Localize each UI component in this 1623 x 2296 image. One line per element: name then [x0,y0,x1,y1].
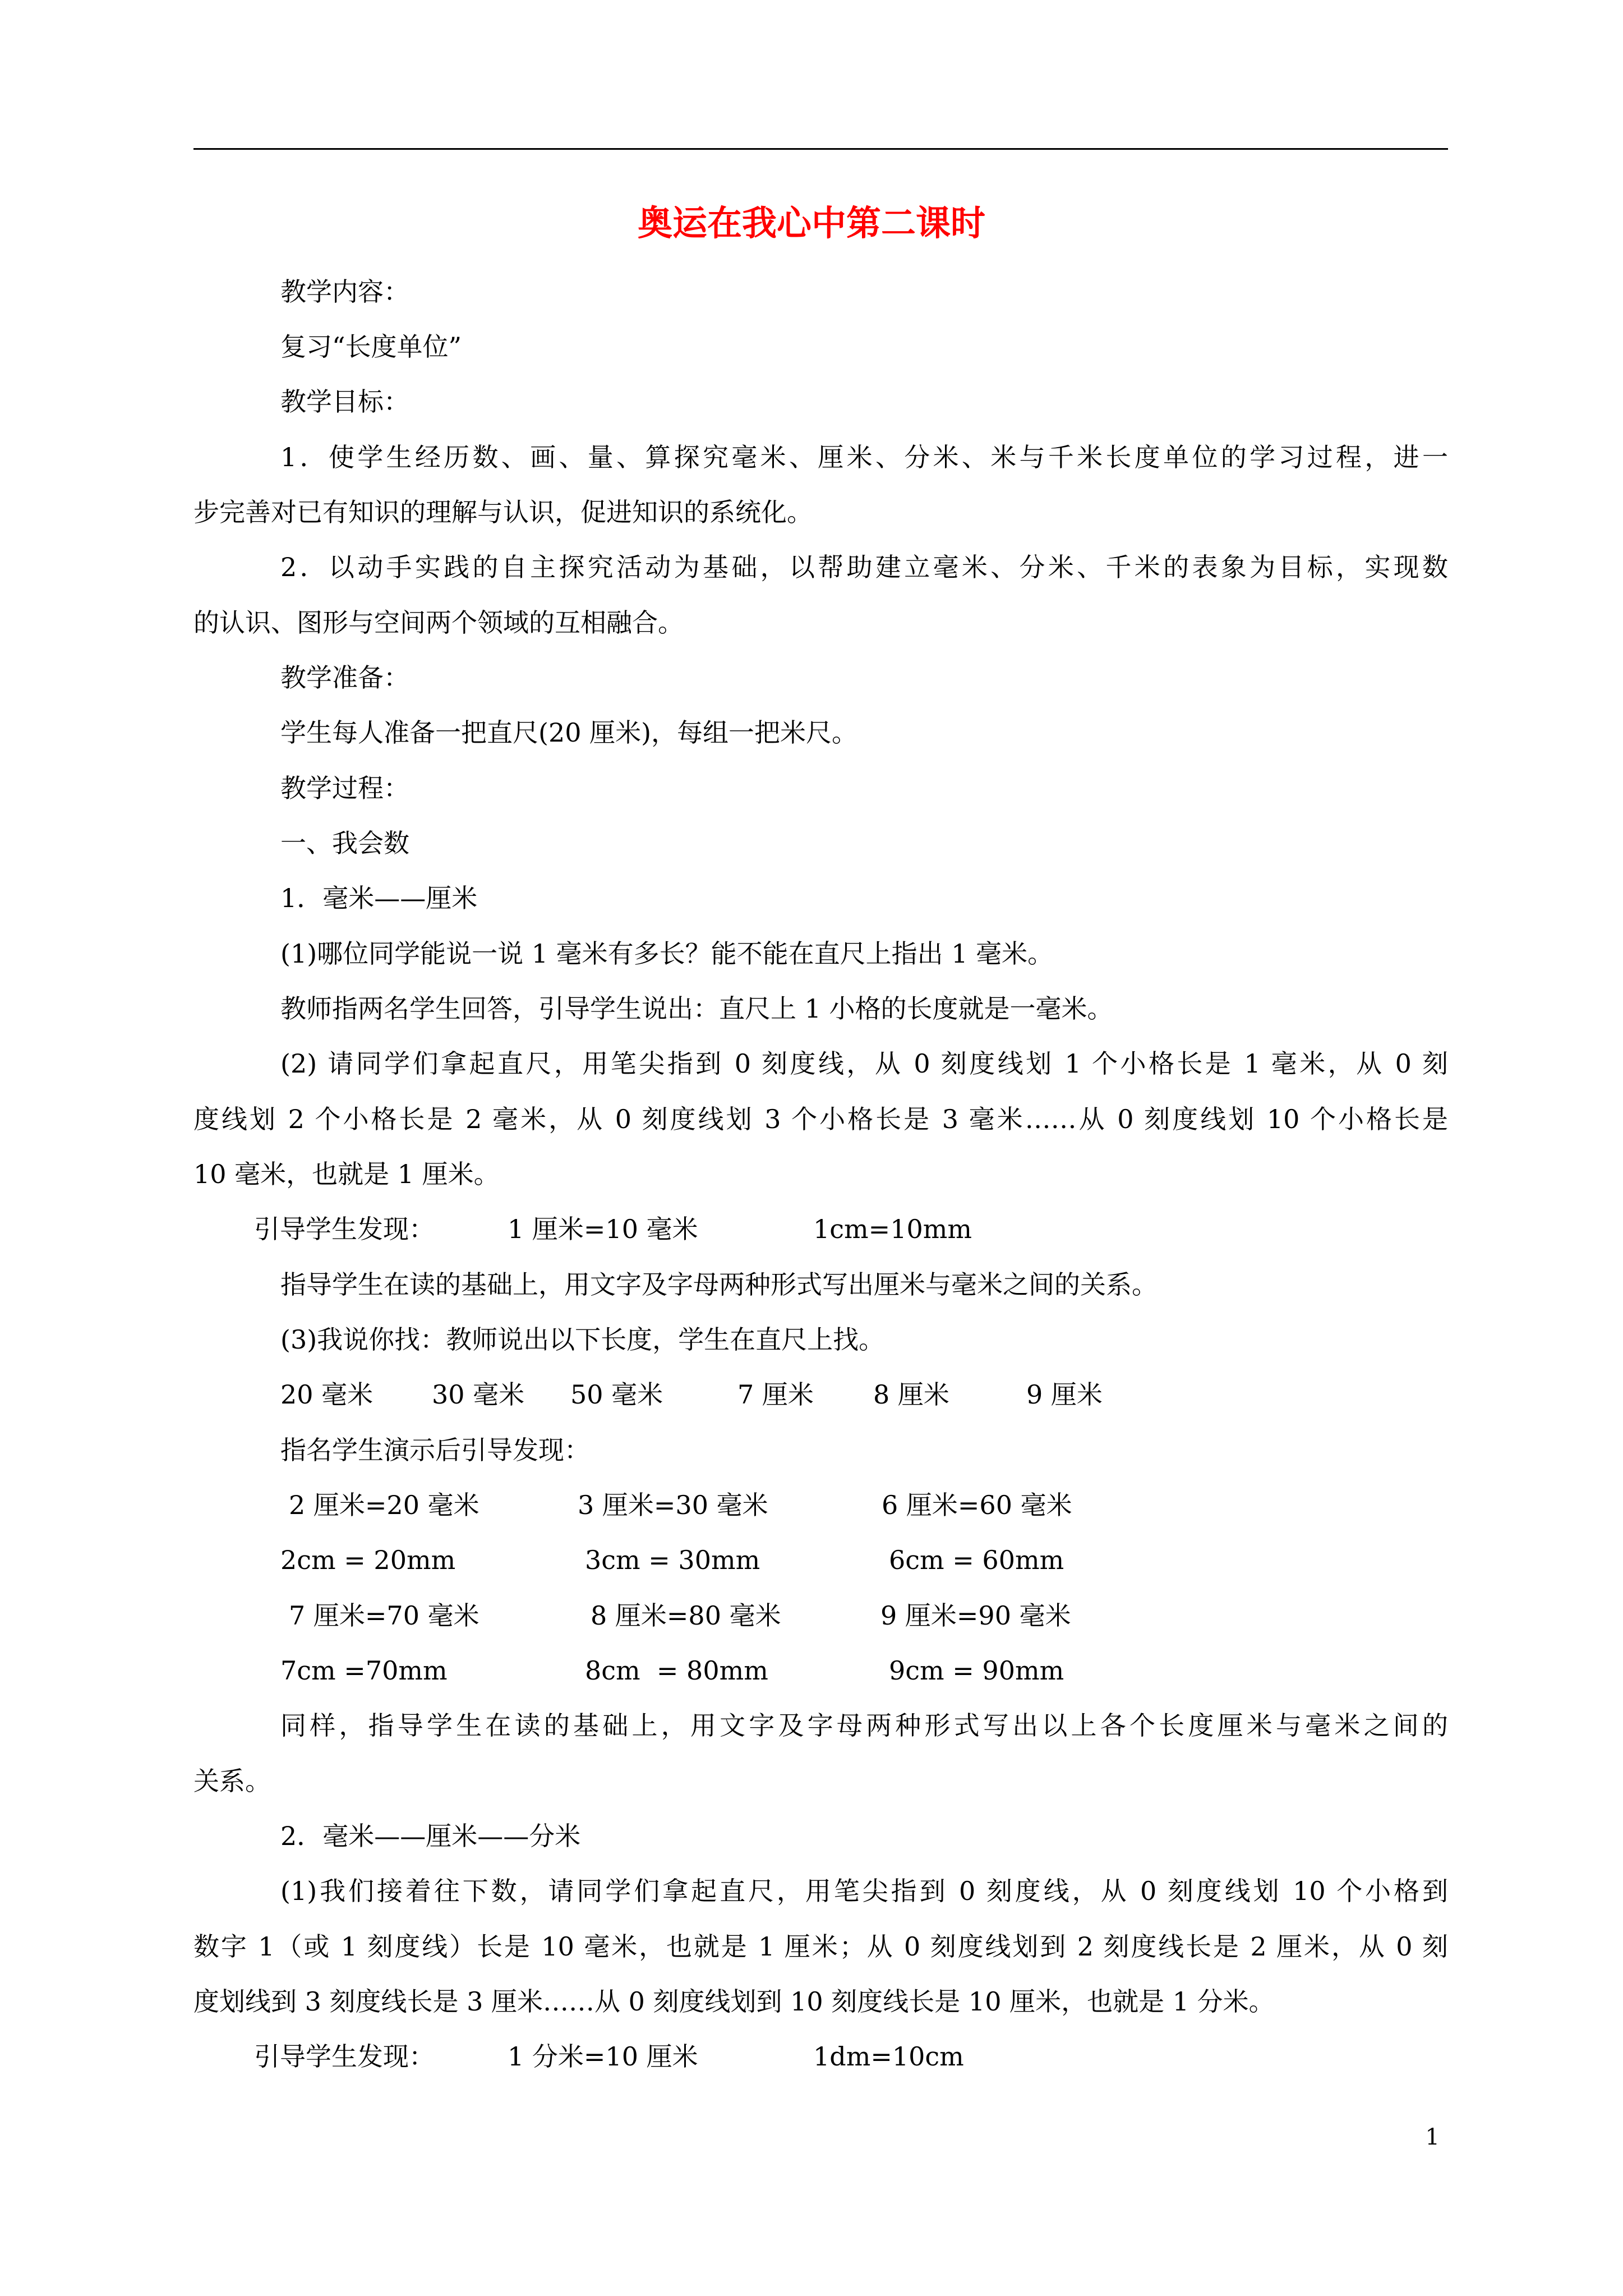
equation: 7cm =70mm [280,1655,448,1686]
equation: 1 厘米=10 毫米 [508,1214,698,1244]
page-number: 1 [1425,2124,1440,2150]
paragraph-line: 关系。 [193,1766,271,1796]
section-label-content: 教学内容： [280,277,409,307]
paragraph-line: 同样，指导学生在读的基础上，用文字及字母两种形式写出以上各个长度厘米与毫米之间的 [280,1710,1448,1741]
content-text: 复习“长度单位” [280,332,462,362]
equation: 1dm=10cm [813,2041,964,2072]
length-item: 30 毫米 [432,1379,525,1410]
equation: 3cm = 30mm [585,1545,760,1575]
paragraph-line: (2) 请同学们拿起直尺，用笔尖指到 0 刻度线，从 0 刻度线划 1 个小格长是 1 毫米，从 0 刻 [280,1048,1448,1079]
prep-text: 学生每人准备一把直尺(20 厘米)，每组一把米尺。 [280,717,858,748]
part-heading-1: 一、我会数 [280,828,409,858]
paragraph-line: 度线划 2 个小格长是 2 毫米，从 0 刻度线划 3 个小格长是 3 毫米……从 0 刻度线划 10 个小格长是 [193,1104,1448,1134]
paragraph: 指名学生演示后引导发现： [280,1435,590,1465]
finding-label: 引导学生发现： [254,2041,435,2072]
section-label-prep: 教学准备： [280,662,409,693]
length-item: 7 厘米 [737,1379,814,1410]
length-item: 9 厘米 [1026,1379,1103,1410]
equation: 9 厘米=90 毫米 [880,1600,1071,1631]
paragraph-line: 数字 1（或 1 刻度线）长是 10 毫米，也就是 1 厘米；从 0 刻度线划到 2 刻度线长是 2 厘米，从 0 刻 [193,1931,1448,1962]
section-label-goals: 教学目标： [280,386,409,417]
equation: 1 分米=10 厘米 [508,2041,698,2072]
finding-label: 引导学生发现： [254,1214,435,1244]
equation: 7 厘米=70 毫米 [289,1600,479,1631]
paragraph: (3)我说你找：教师说出以下长度，学生在直尺上找。 [280,1324,885,1355]
paragraph: 指导学生在读的基础上，用文字及字母两种形式写出厘米与毫米之间的关系。 [280,1269,1158,1300]
equation: 3 厘米=30 毫米 [578,1490,768,1520]
equation: 2cm = 20mm [280,1545,456,1575]
goal-1-line-2: 步完善对已有知识的理解与认识，促进知识的系统化。 [193,497,813,527]
goal-1-line-1: 1．使学生经历数、画、量、算探究毫米、厘米、分米、米与千米长度单位的学习过程，进一 [280,442,1448,472]
length-item: 20 毫米 [280,1379,374,1410]
header-rule [193,148,1448,150]
length-item: 8 厘米 [873,1379,949,1410]
paragraph-line: 10 毫米，也就是 1 厘米。 [193,1159,500,1189]
goal-2-line-1: 2．以动手实践的自主探究活动为基础，以帮助建立毫米、分米、千米的表象为目标，实现数 [280,552,1448,582]
equation: 9cm = 90mm [889,1655,1064,1686]
equation: 6 厘米=60 毫米 [882,1490,1072,1520]
document-title: 奥运在我心中第二课时 [637,203,985,243]
length-item: 50 毫米 [570,1379,663,1410]
paragraph: (1)哪位同学能说一说 1 毫米有多长？能不能在直尺上指出 1 毫米。 [280,938,1054,969]
paragraph-line: (1)我们接着往下数，请同学们拿起直尺，用笔尖指到 0 刻度线，从 0 刻度线划 10 个小格到 [280,1876,1448,1906]
paragraph: 教师指两名学生回答，引导学生说出：直尺上 1 小格的长度就是一毫米。 [280,993,1113,1024]
equation: 1cm=10mm [813,1214,972,1244]
subheading-1: 1．毫米——厘米 [280,883,478,913]
goal-2-line-2: 的认识、图形与空间两个领域的互相融合。 [193,608,684,638]
section-label-process: 教学过程： [280,773,409,803]
paragraph-line: 度划线到 3 刻度线长是 3 厘米……从 0 刻度线划到 10 刻度线长是 10 厘米，也就是 1 分米。 [193,1986,1275,2017]
equation: 8cm = 80mm [585,1655,768,1686]
subheading-2: 2．毫米——厘米——分米 [280,1821,581,1851]
equation: 6cm = 60mm [889,1545,1064,1575]
equation: 8 厘米=80 毫米 [591,1600,781,1631]
equation: 2 厘米=20 毫米 [289,1490,479,1520]
